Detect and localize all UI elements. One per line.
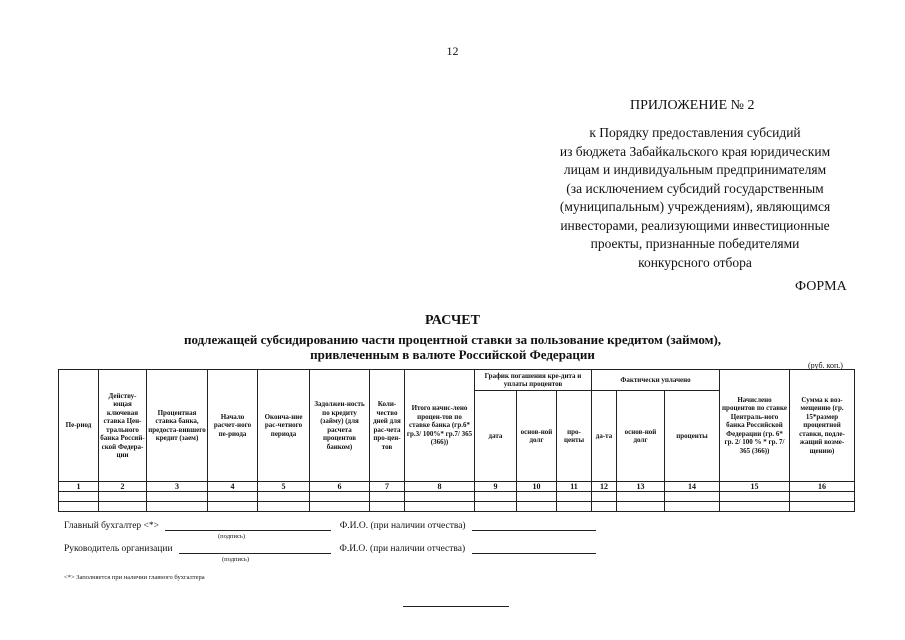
signature-caption: (подпись) (218, 533, 245, 540)
table-cell[interactable] (665, 492, 720, 502)
table-cell[interactable] (475, 502, 517, 512)
table-cell[interactable] (405, 502, 475, 512)
column-number: 4 (208, 482, 258, 492)
table-cell[interactable] (475, 492, 517, 502)
header-schedule-interest: про-центы (557, 391, 592, 482)
table-cell[interactable] (59, 502, 99, 512)
table-cell[interactable] (592, 502, 617, 512)
signature-caption: (подпись) (222, 556, 249, 563)
column-number: 16 (790, 482, 855, 492)
calculation-table (58, 369, 855, 512)
page-divider (403, 606, 509, 607)
table-cell[interactable] (99, 492, 147, 502)
table-cell[interactable] (208, 502, 258, 512)
appendix-line: из бюджета Забайкальского края юридическим (559, 143, 831, 159)
column-number: 7 (370, 482, 405, 492)
appendix-line: (муниципальным) учреждениям), являющимся (559, 199, 831, 214)
header-group-paid: Фактически уплачено (592, 370, 720, 391)
column-number: 9 (475, 482, 517, 492)
appendix-heading: ПРИЛОЖЕНИЕ № 2 (630, 98, 755, 113)
column-number: 2 (99, 482, 147, 492)
column-number: 14 (665, 482, 720, 492)
footnote: <*> Заполняется при наличии главного бухгалтера (64, 574, 205, 581)
table-cell[interactable] (59, 492, 99, 502)
header-accrued-bank: Итого начис-лено процен-тов по ставке банка (гр.6* гр.3/ 100%* гр.7/ 365 (366)) (405, 370, 475, 482)
head-label: Руководитель организации (64, 544, 173, 554)
table-cell[interactable] (405, 492, 475, 502)
table-cell[interactable] (790, 492, 855, 502)
header-paid-interest: проценты (665, 391, 720, 482)
appendix-line: проекты, признанные победителями (590, 236, 800, 251)
header-days: Коли-чество дней для рас-чета про-цен-тов (370, 370, 405, 482)
chief-accountant-signature-line (64, 520, 596, 531)
head-signature-field[interactable] (179, 543, 331, 554)
table-cell[interactable] (617, 492, 665, 502)
document-subtitle-line-2: привлеченным в валюте Российской Федерации (310, 347, 595, 362)
table-cell[interactable] (617, 502, 665, 512)
table-cell[interactable] (310, 492, 370, 502)
header-period-end: Оконча-ние рас-четного периода (258, 370, 310, 482)
table-cell[interactable] (720, 502, 790, 512)
table-cell[interactable] (517, 492, 557, 502)
table-cell[interactable] (147, 492, 208, 502)
table-row (59, 492, 855, 502)
header-group-schedule: График погашения кре-дита и уплаты процентов (475, 370, 592, 391)
document-subtitle-line-1: подлежащей субсидированию части процентной ставки за пользование кредитом (займом), (183, 332, 722, 347)
column-number: 5 (258, 482, 310, 492)
column-number: 11 (557, 482, 592, 492)
table-cell[interactable] (258, 492, 310, 502)
column-number: 3 (147, 482, 208, 492)
column-number: 1 (59, 482, 99, 492)
table-cell[interactable] (310, 502, 370, 512)
header-paid-date: да-та (592, 391, 617, 482)
column-number-row (59, 482, 855, 492)
appendix-line: конкурсного отбора (638, 254, 752, 270)
table-cell[interactable] (557, 492, 592, 502)
head-fio-label: Ф.И.О. (при наличии отчества) (339, 544, 466, 554)
table-cell[interactable] (592, 492, 617, 502)
appendix-line: инвесторами, реализующими инвестиционные (560, 217, 830, 233)
header-schedule-date: дата (475, 391, 517, 482)
page-number: 12 (446, 44, 459, 58)
chief-accountant-label: Главный бухгалтер <*> (64, 521, 160, 531)
chief-accountant-signature-field[interactable] (165, 520, 331, 531)
column-number: 8 (405, 482, 475, 492)
chief-accountant-fio-label: Ф.И.О. (при наличии отчества) (339, 521, 466, 531)
header-period-start: Начало расчет-ного пе-риода (208, 370, 258, 482)
table-cell[interactable] (208, 492, 258, 502)
table-cell[interactable] (790, 502, 855, 512)
table-cell[interactable] (258, 502, 310, 512)
document-title: РАСЧЕТ (425, 313, 480, 328)
table-row (59, 502, 855, 512)
header-debt: Задолжен-ность по кредиту (займу) (для расчета процентов банком) (310, 370, 370, 482)
header-paid-principal: основ-ной долг (617, 391, 665, 482)
column-number: 10 (517, 482, 557, 492)
appendix-body (520, 124, 870, 272)
table-cell[interactable] (370, 502, 405, 512)
table-cell[interactable] (517, 502, 557, 512)
appendix-line: лицам и индивидуальным предпринимателям (563, 162, 827, 177)
table-cell[interactable] (147, 502, 208, 512)
head-signature-line (64, 543, 596, 554)
column-number: 13 (617, 482, 665, 492)
header-bank-rate: Процентная ставка банка, предоста-вившего кредит (заем) (147, 370, 208, 482)
appendix-line: к Порядку предоставления субсидий (589, 125, 801, 140)
header-key-rate: Действу-ющая ключевая ставка Цен-трального банка Россий-ской Федера-ции (99, 370, 147, 482)
table-cell[interactable] (720, 492, 790, 502)
appendix-line: (за исключением субсидий государственным (566, 180, 824, 196)
table-cell[interactable] (665, 502, 720, 512)
column-number: 12 (592, 482, 617, 492)
header-period: Пе-риод (59, 370, 99, 482)
table-cell[interactable] (557, 502, 592, 512)
header-accrued-cbr: Начислено процентов по ставке Централь-ного банка Российской Федерации (гр. 6* гр. 2/ 100 % * гр. 7/ 365 (366)) (720, 370, 790, 482)
units-note: (руб. коп.) (808, 361, 843, 370)
column-number: 15 (720, 482, 790, 492)
header-schedule-principal: основ-ной долг (517, 391, 557, 482)
head-fio-field[interactable] (472, 543, 596, 554)
header-reimbursement: Сумма к воз-мещению (гр. 15*размер процентной ставки, подле-жащий возме-щению) (790, 370, 855, 482)
table-cell[interactable] (99, 502, 147, 512)
form-label: ФОРМА (795, 279, 847, 294)
table-cell[interactable] (370, 492, 405, 502)
column-number: 6 (310, 482, 370, 492)
chief-accountant-fio-field[interactable] (472, 520, 596, 531)
